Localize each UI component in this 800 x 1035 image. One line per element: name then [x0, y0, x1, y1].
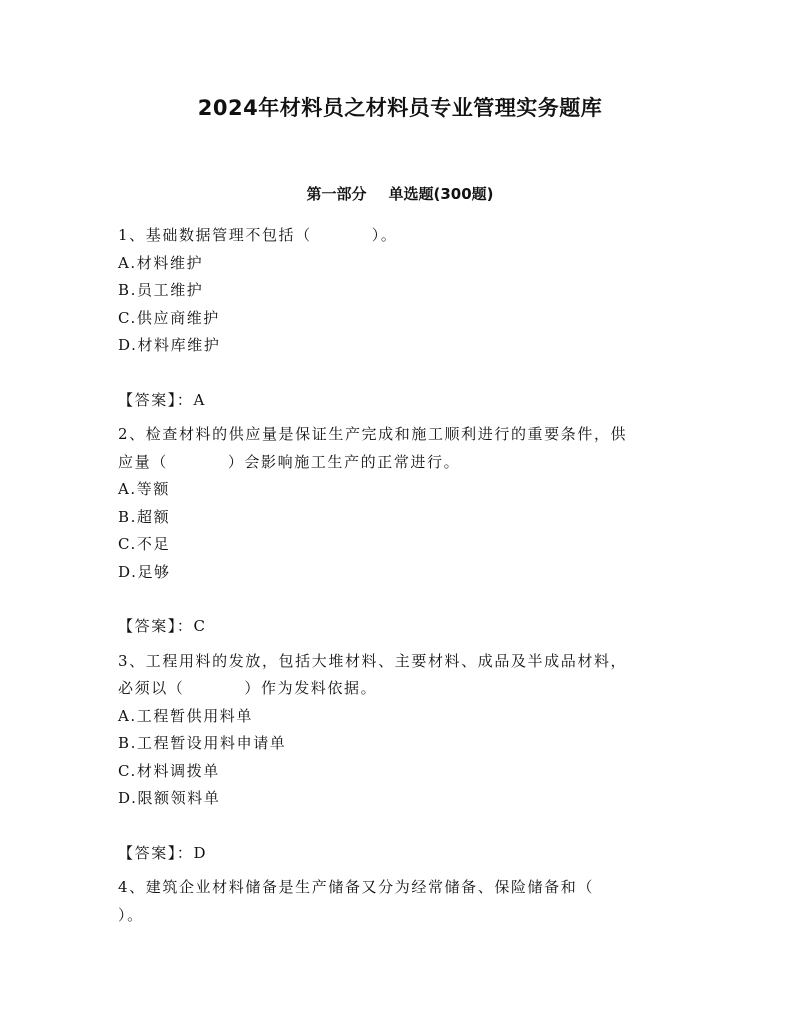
section-name: 单选题(300题): [388, 185, 494, 203]
question-stem-line-2: 必须以（ ）作为发料依据。: [118, 679, 378, 697]
document-title: 2024年材料员之材料员专业管理实务题库: [197, 96, 603, 120]
option-b: B.工程暂设用料申请单: [118, 734, 287, 752]
question-stem-line-1: 3、工程用料的发放，包括大堆材料、主要材料、成品及半成品材料，: [118, 651, 628, 670]
question-stem-line-1: 4、建筑企业材料储备是生产储备又分为经常储备、保险储备和（: [118, 878, 594, 896]
question-1: [118, 222, 688, 414]
answer-value: A: [193, 390, 206, 409]
question-4: [118, 874, 688, 929]
answer-line: 【答案】：D: [118, 843, 208, 862]
option-d: D.材料库维护: [118, 336, 221, 354]
option-a: A.材料维护: [118, 253, 204, 272]
question-stem-line-2: ）。: [118, 905, 144, 924]
answer-line: 【答案】：A: [118, 390, 206, 409]
option-a: A.工程暂供用料单: [118, 706, 254, 725]
option-c: C.材料调拨单: [118, 761, 220, 780]
option-b: B.超额: [118, 507, 171, 526]
section-heading: [0, 183, 800, 204]
section-part: 第一部分: [306, 185, 367, 203]
option-d: D.足够: [118, 562, 171, 581]
question-stem-line-1: 2、检查材料的供应量是保证生产完成和施工顺利进行的重要条件，供: [118, 425, 628, 443]
question-list: [118, 222, 688, 929]
answer-line: 【答案】：C: [118, 617, 207, 635]
option-d: D.限额领料单: [118, 789, 221, 807]
question-stem: 1、基础数据管理不包括（ ）。: [118, 226, 398, 244]
option-c: C.不足: [118, 535, 171, 553]
question-3: [118, 648, 688, 868]
option-b: B.员工维护: [118, 281, 204, 299]
answer-value: D: [193, 843, 208, 862]
question-2: [118, 421, 688, 641]
option-a: A.等额: [118, 480, 171, 498]
option-c: C.供应商维护: [118, 308, 220, 327]
question-stem-line-2: 应量（ ）会影响施工生产的正常进行。: [118, 452, 461, 471]
answer-value: C: [193, 617, 207, 635]
